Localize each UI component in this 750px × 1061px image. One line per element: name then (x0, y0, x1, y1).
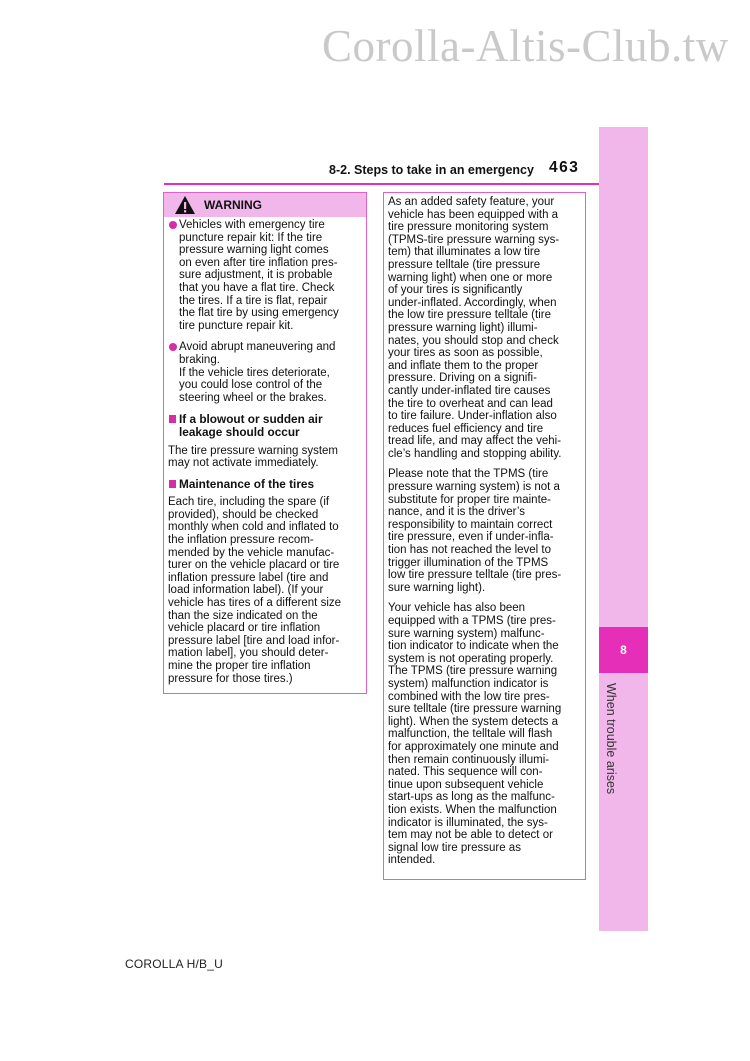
text-line: steering wheel or the brakes. (179, 391, 327, 404)
paragraph-blowout (168, 445, 362, 470)
text-line: sure adjustment, it is probable (179, 269, 333, 282)
warning-box (163, 192, 367, 694)
text-line: your tires as soon as possible, (388, 347, 543, 360)
warning-triangle-icon (174, 195, 196, 215)
text-line: tion exists. When the malfunction (388, 803, 557, 816)
text-line: puncture repair kit: If the tire (179, 231, 323, 244)
text-line: combined with the low tire pres- (388, 690, 550, 703)
text-line: tem) that illuminates a low tire (388, 246, 541, 259)
text-line: pressure warning light) illumi- (388, 321, 538, 334)
text-line: of your tires is significantly (388, 284, 523, 297)
bullet-dot-icon (169, 343, 177, 351)
text-line: cle’s handling and stopping ability. (388, 447, 562, 460)
text-line: nated. This sequence will con- (388, 766, 543, 779)
text-line: Your vehicle has also been (388, 602, 526, 615)
text-line: Please note that the TPMS (tire (388, 468, 549, 481)
header-divider (164, 183, 599, 185)
text-line: the tires. If a tire is flat, repair (179, 294, 328, 307)
text-line: mine the proper tire inflation (168, 660, 311, 672)
bullet-dot-icon (169, 221, 177, 229)
text-line: As an added safety feature, your (388, 196, 555, 208)
text-line: tire puncture repair kit. (179, 319, 294, 332)
text-line: tread life, and may affect the vehi- (388, 435, 562, 448)
paragraph-maintenance (168, 496, 362, 685)
chapter-side-tab (599, 127, 648, 931)
text-line: pressure. Driving on a signifi- (388, 372, 537, 385)
text-line: under-inflated. Accordingly, when (388, 296, 557, 309)
text-line: inflation pressure label (tire and (168, 571, 329, 584)
text-line: The TPMS (tire pressure warning (388, 665, 558, 678)
text-line: responsibility to maintain correct (388, 518, 553, 531)
text-line: (TPMS-tire pressure warning sys- (388, 233, 560, 246)
page-number: 463 (549, 159, 580, 176)
text-line: braking. (179, 353, 220, 366)
text-line: tire pressure monitoring system (388, 221, 549, 234)
text-line: that you have a flat tire. Check (179, 281, 335, 294)
text-line: on even after tire inflation pres- (179, 256, 338, 269)
text-line: turer on the vehicle placard or tire (168, 559, 340, 572)
text-line: pressure label [tire and load infor- (168, 634, 340, 647)
text-line: vehicle has been equipped with a (388, 208, 559, 221)
text-line: If a blowout or sudden air (179, 412, 323, 427)
text-line: and inflate them to the proper (388, 359, 539, 372)
text-line: system) malfunction indicator is (388, 677, 549, 690)
text-line: Maintenance of the tires (179, 476, 315, 491)
text-line: the tire to overheat and can lead (388, 397, 553, 410)
text-line: cantly under-inflated tire causes (388, 384, 551, 397)
paragraph-safety-feature (388, 196, 584, 460)
text-line: sure warning system) malfunc- (388, 627, 545, 640)
text-line: tion has not reached the level to (388, 544, 552, 557)
square-bullet-icon (169, 415, 176, 423)
paragraph-tpms-note (388, 468, 584, 594)
warning-header (164, 193, 366, 217)
text-line: substitute for proper tire mainte- (388, 493, 551, 506)
warning-body (168, 219, 362, 693)
text-line: than the size indicated on the (168, 609, 318, 622)
text-line: tion indicator to indicate when the (388, 640, 559, 653)
warning-bullet (168, 219, 362, 332)
text-line: sure warning light). (388, 581, 486, 594)
text-line: load information label). (If your (168, 584, 324, 597)
text-line: you could lose control of the (179, 379, 323, 392)
text-line: nance, and it is the driver’s (388, 506, 526, 519)
text-line: pressure for those tires.) (168, 672, 293, 685)
text-line: nates, you should stop and check (388, 334, 559, 347)
text-line: sure telltale (tire pressure warning (388, 703, 562, 716)
square-bullet-icon (169, 480, 176, 488)
text-line: indicator is illuminated, the sys- (388, 816, 548, 829)
chapter-number-badge: 8 (599, 627, 648, 673)
text-line: trigger illumination of the TPMS (388, 556, 549, 569)
text-line: the low tire pressure telltale (tire (388, 309, 551, 322)
subheading-blowout (168, 413, 362, 438)
text-line: monthly when cold and inflated to (168, 521, 339, 534)
text-line: pressure warning light comes (179, 244, 329, 257)
text-line: low tire pressure telltale (tire pres- (388, 569, 562, 582)
text-line: pressure telltale (tire pressure (388, 258, 541, 271)
text-line: pressure warning system) is not a (388, 481, 560, 494)
tpms-info-box (383, 192, 586, 880)
text-line: provided), should be checked (168, 508, 319, 521)
text-line: start-ups as long as the malfunc- (388, 791, 555, 804)
text-line: may not activate immediately. (168, 457, 319, 470)
warning-bullet (168, 341, 362, 404)
text-line: the inflation pressure recom- (168, 534, 314, 547)
chapter-title: When trouble arises (604, 683, 618, 795)
text-line: the flat tire by using emergency (179, 307, 339, 320)
text-line: intended. (388, 854, 436, 867)
paragraph-malfunction-indicator (388, 602, 584, 866)
text-line: equipped with a TPMS (tire pres- (388, 615, 556, 627)
text-line: If the vehicle tires deteriorate, (179, 366, 330, 379)
text-line: tire pressure, even if under-infla- (388, 531, 554, 544)
text-line: The tire pressure warning system (168, 444, 339, 457)
text-line: to tire failure. Under-inflation also (388, 410, 557, 423)
text-line: mended by the vehicle manufac- (168, 546, 335, 559)
section-title: 8-2. Steps to take in an emergency (329, 163, 534, 177)
text-line: warning light) when one or more (388, 271, 553, 284)
tpms-info-body (388, 196, 584, 875)
subheading-maintenance (168, 478, 362, 491)
watermark: Corolla-Altis-Club.tw (322, 21, 729, 71)
text-line: signal low tire pressure as (388, 841, 521, 854)
text-line: Avoid abrupt maneuvering and (179, 341, 336, 354)
text-line: vehicle placard or tire inflation (168, 622, 321, 635)
text-line: Each tire, including the spare (if (168, 496, 330, 509)
text-line: then remain continuously illumi- (388, 753, 550, 766)
text-line: malfunction, the telltale will flash (388, 728, 553, 741)
text-line: vehicle has tires of a different size (168, 597, 342, 610)
text-line: tinue upon subsequent vehicle (388, 778, 544, 791)
warning-title: WARNING (204, 198, 262, 212)
text-line: reduces fuel efficiency and tire (388, 422, 544, 435)
footer-model-code: COROLLA H/B_U (125, 957, 223, 971)
text-line: system is not operating properly. (388, 652, 554, 665)
text-line: tem may not be able to detect or (388, 829, 553, 842)
text-line: leakage should occur (179, 424, 300, 439)
text-line: light). When the system detects a (388, 715, 559, 728)
text-line: mation label], you should deter- (168, 647, 329, 660)
text-line: for approximately one minute and (388, 740, 559, 753)
text-line: Vehicles with emergency tire (179, 219, 325, 231)
